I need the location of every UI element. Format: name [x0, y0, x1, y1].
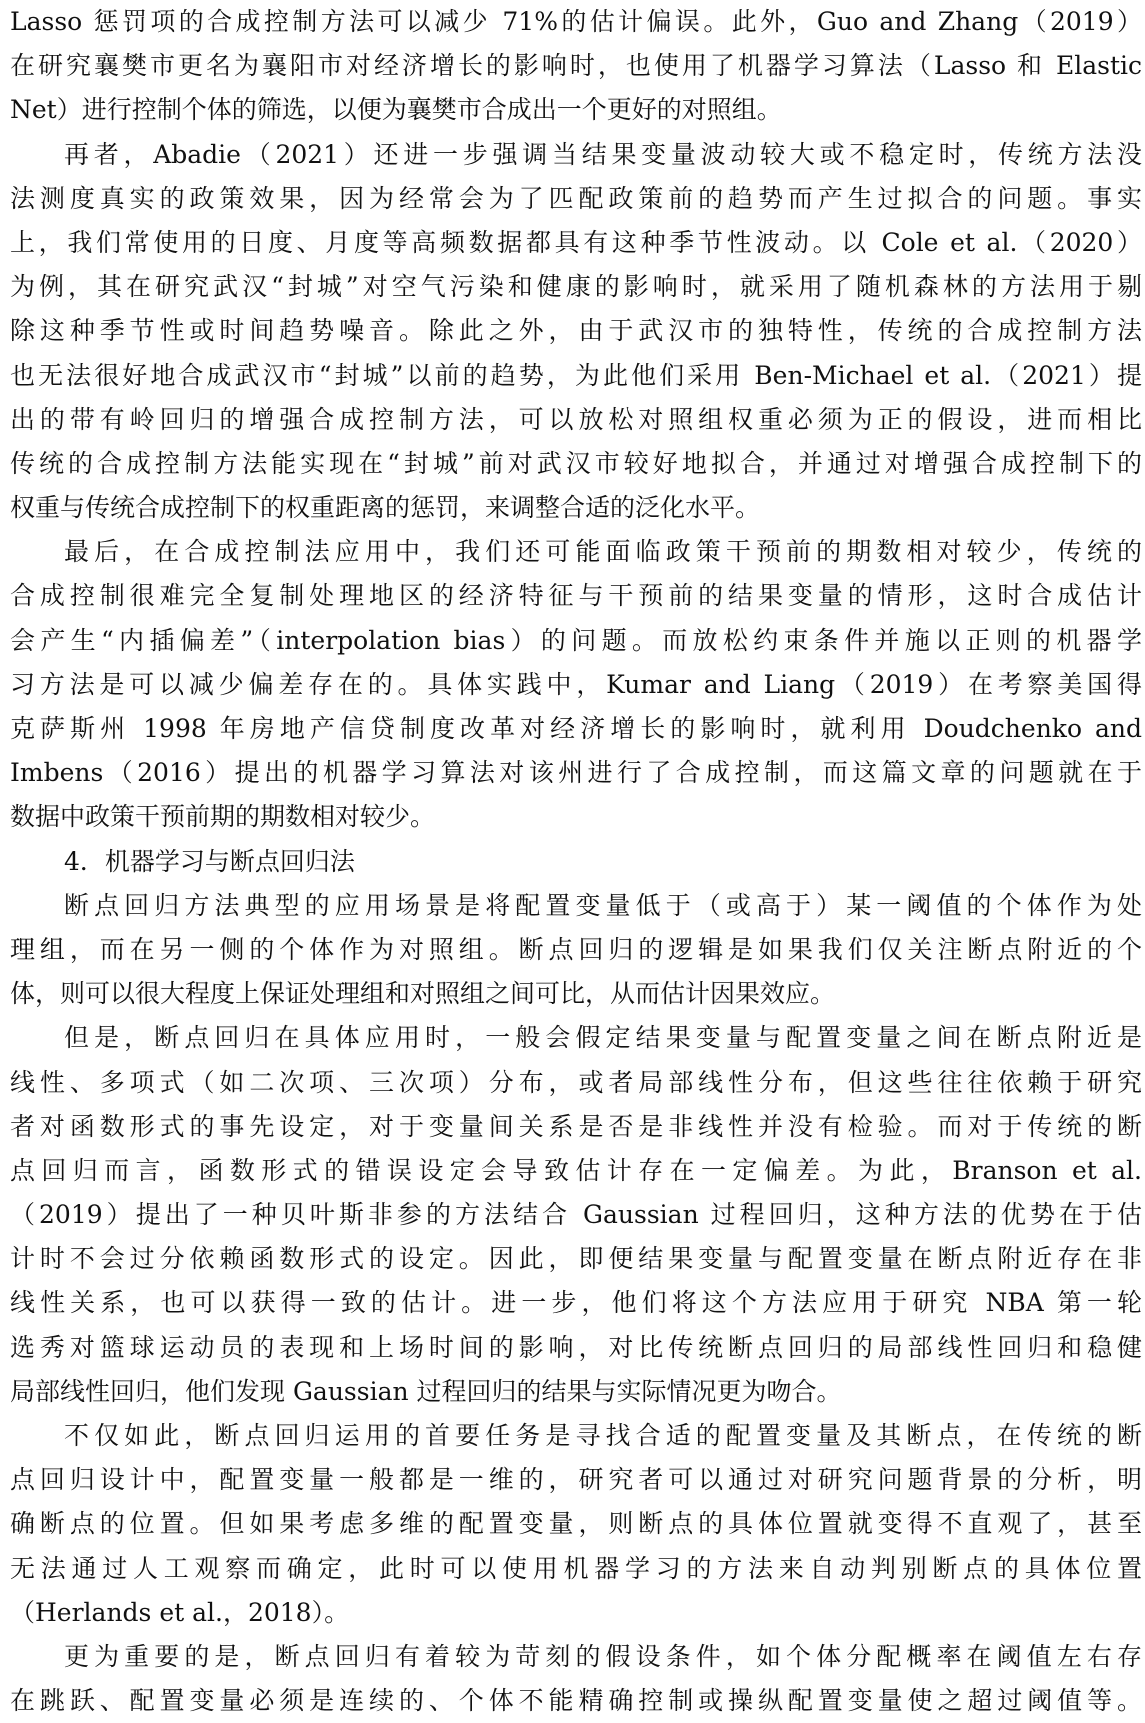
- text-line: 线性关系，也可以获得一致的估计。进一步，他们将这个方法应用于研究 NBA 第一轮: [10, 1288, 1142, 1318]
- text-line: Lasso 惩罚项的合成控制方法可以减少 71%的估计偏误。此外，Guo and Zhang（2019）: [10, 7, 1142, 36]
- text-line: 除这种季节性或时间趋势噪音。除此之外，由于武汉市的独特性，传统的合成控制方法: [10, 316, 1142, 346]
- text-line: 数据中政策干预前期的期数相对较少。: [10, 802, 436, 832]
- text-line: 合成控制很难完全复制处理地区的经济特征与干预前的结果变量的情形，这时合成估计: [10, 581, 1142, 611]
- text-line: 出的带有岭回归的增强合成控制方法，可以放松对照组权重必须为正的假设，进而相比: [10, 404, 1142, 434]
- text-line: 更为重要的是，断点回归有着较为苛刻的假设条件，如个体分配概率在阈值左右存: [64, 1641, 1142, 1671]
- text-line: 权重与传统合成控制下的权重距离的惩罚，来调整合适的泛化水平。: [10, 493, 761, 523]
- text-line: Imbens（2016）提出的机器学习算法对该州进行了合成控制，而这篇文章的问题就在于: [10, 758, 1142, 788]
- text-line: 在研究襄樊市更名为襄阳市对经济增长的影响时，也使用了机器学习算法（Lasso 和 Elastic: [10, 51, 1142, 81]
- text-line: 线性、多项式（如二次项、三次项）分布，或者局部线性分布，但这些往往依赖于研究: [10, 1067, 1142, 1097]
- text-line: 传统的合成控制方法能实现在“封城”前对武汉市较好地拟合，并通过对增强合成控制下的: [10, 448, 1142, 478]
- section-heading: 4．机器学习与断点回归法: [64, 846, 355, 876]
- text-line: 为例，其在研究武汉“封城”对空气污染和健康的影响时，就采用了随机森林的方法用于剔: [10, 272, 1142, 302]
- text-line: 在跳跃、配置变量必须是连续的、个体不能精确控制或操纵配置变量使之超过阈值等。: [10, 1686, 1142, 1716]
- text-line: 克萨斯州 1998 年房地产信贷制度改革对经济增长的影响时，就利用 Doudchenko and: [10, 714, 1142, 743]
- text-line: 理组，而在另一侧的个体作为对照组。断点回归的逻辑是如果我们仅关注断点附近的个: [10, 934, 1142, 964]
- text-line: 者对函数形式的事先设定，对于变量间关系是否是非线性并没有检验。而对于传统的断: [10, 1111, 1142, 1141]
- text-line: 局部线性回归，他们发现 Gaussian 过程回归的结果与实际情况更为吻合。: [10, 1376, 842, 1406]
- text-line: 也无法很好地合成武汉市“封城”以前的趋势，为此他们采用 Ben-Michael et al.（2021）提: [10, 360, 1142, 390]
- text-line: 无法通过人工观察而确定，此时可以使用机器学习的方法来自动判别断点的具体位置: [10, 1553, 1142, 1583]
- text-line: 但是，断点回归在具体应用时，一般会假定结果变量与配置变量之间在断点附近是: [64, 1023, 1142, 1053]
- text-line: 法测度真实的政策效果，因为经常会为了匹配政策前的趋势而产生过拟合的问题。事实: [10, 183, 1142, 213]
- text-line: 最后，在合成控制法应用中，我们还可能面临政策干预前的期数相对较少，传统的: [64, 537, 1142, 567]
- text-line: 确断点的位置。但如果考虑多维的配置变量，则断点的具体位置就变得不直观了，甚至: [10, 1509, 1142, 1539]
- text-line: 点回归设计中，配置变量一般都是一维的，研究者可以通过对研究问题背景的分析，明: [10, 1465, 1142, 1495]
- text-line: 再者，Abadie（2021）还进一步强调当结果变量波动较大或不稳定时，传统方法没: [64, 139, 1142, 169]
- text-line: 选秀对篮球运动员的表现和上场时间的影响，对比传统断点回归的局部线性回归和稳健: [10, 1332, 1142, 1362]
- text-line: Net）进行控制个体的筛选，以便为襄樊市合成出一个更好的对照组。: [10, 95, 782, 125]
- text-line: 计时不会过分依赖函数形式的设定。因此，即便结果变量与配置变量在断点附近存在非: [10, 1244, 1142, 1274]
- text-line: 会产生“内插偏差”（interpolation bias）的问题。而放松约束条件并施以正则的机器学: [10, 625, 1142, 655]
- text-line: 点回归而言，函数形式的错误设定会导致估计存在一定偏差。为此，Branson et al.: [10, 1155, 1142, 1185]
- text-line: 不仅如此，断点回归运用的首要任务是寻找合适的配置变量及其断点，在传统的断: [64, 1421, 1142, 1450]
- text-line: 上，我们常使用的日度、月度等高频数据都具有这种季节性波动。以 Cole et al.（2020）: [10, 227, 1142, 257]
- text-line: 断点回归方法典型的应用场景是将配置变量低于（或高于）某一阈值的个体作为处: [64, 890, 1142, 920]
- text-line: （Herlands et al.，2018）。: [10, 1597, 350, 1627]
- text-line: 习方法是可以减少偏差存在的。具体实践中，Kumar and Liang（2019）在考察美国得: [10, 669, 1142, 699]
- text-line: （2019）提出了一种贝叶斯非参的方法结合 Gaussian 过程回归，这种方法的优势在于估: [10, 1200, 1142, 1230]
- text-line: 体，则可以很大程度上保证处理组和对照组之间可比，从而估计因果效应。: [10, 979, 836, 1009]
